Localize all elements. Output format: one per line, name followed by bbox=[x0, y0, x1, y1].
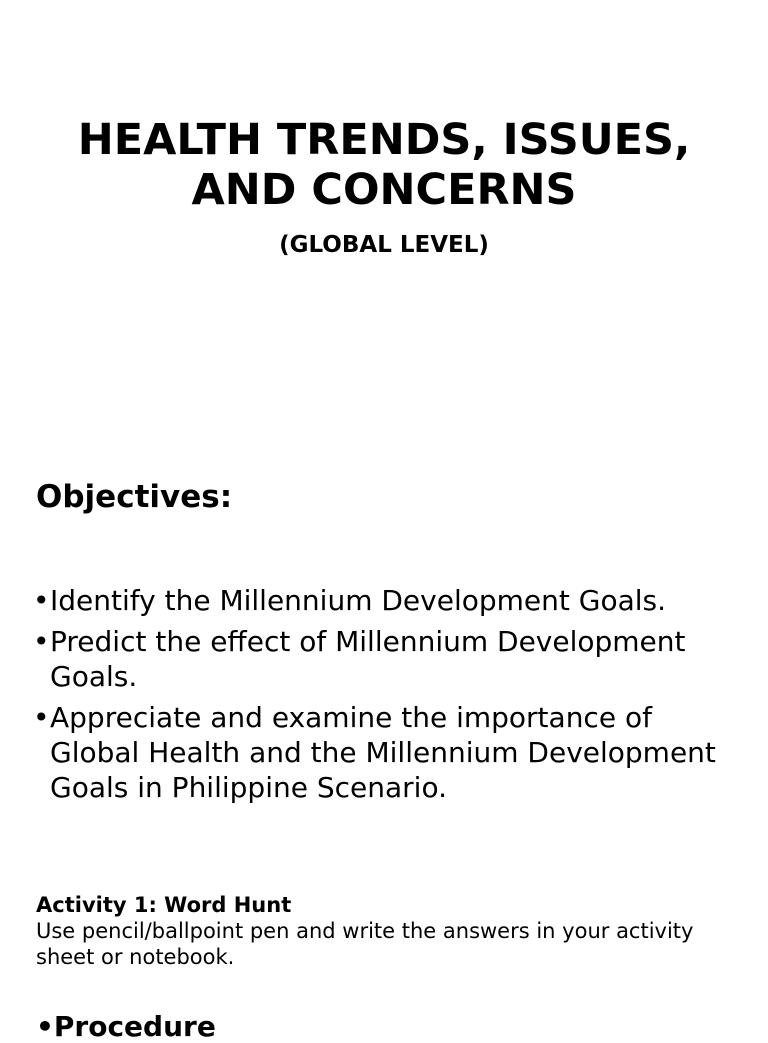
activity-section bbox=[36, 892, 716, 970]
objective-item bbox=[33, 583, 736, 618]
objective-text: Predict the effect of Millennium Development Goals. bbox=[50, 625, 686, 693]
bullet-icon: • bbox=[33, 584, 50, 617]
objective-item bbox=[33, 624, 736, 694]
bullet-icon: • bbox=[33, 625, 50, 658]
objective-item bbox=[33, 700, 736, 805]
objective-text: Appreciate and examine the importance of Global Health and the Millennium Development Goals in Philippine Scenario. bbox=[50, 701, 716, 804]
activity-instructions: Use pencil/ballpoint pen and write the answers in your activity sheet or notebook. bbox=[36, 919, 694, 969]
activity-heading: Activity 1: Word Hunt bbox=[36, 893, 292, 917]
page-title: HEALTH TRENDS, ISSUES, AND CONCERNS bbox=[77, 115, 691, 215]
bullet-icon: • bbox=[33, 701, 50, 734]
next-section-heading: •Procedure bbox=[36, 1010, 216, 1043]
objectives-heading: Objectives: bbox=[36, 479, 233, 515]
page-subtitle: (GLOBAL LEVEL) bbox=[279, 232, 489, 258]
objectives-list bbox=[33, 583, 736, 811]
objective-text: Identify the Millennium Development Goals. bbox=[50, 584, 667, 617]
